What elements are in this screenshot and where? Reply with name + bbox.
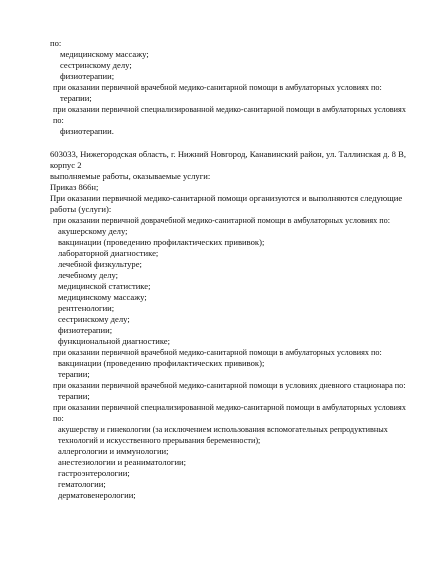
list-item: физиотерапии; [58,325,113,335]
intro-paragraph: При оказании первичной медико-санитарной помощи организуются и выполняются следующие работы (услуги): [50,193,403,214]
section-heading: при оказании первичной доврачебной медико-санитарной помощи в амбулаторных условиях по: [53,216,390,225]
list-item: лабораторной диагностике; [58,248,159,258]
list-item: вакцинации (проведению профилактических прививок); [58,237,265,247]
list-item: вакцинации (проведению профилактических прививок); [58,358,265,368]
list-item: терапии; [58,391,90,401]
text-line: терапии; [60,93,92,103]
text-line: выполняемые работы, оказываемые услуги: [50,171,211,181]
list-item: медицинскому массажу; [58,292,147,302]
list-item: лечебной физкультуре; [58,259,142,269]
list-item: гастроэнтерологии; [58,468,130,478]
list-item: акушерскому делу; [58,226,128,236]
list-item: функциональной диагностике; [58,336,171,346]
address-paragraph: 603033, Нижегородская область, г. Нижний Новгород, Канавинский район, ул. Таллинская д. 8 В, корпус 2 [50,149,407,170]
section-heading: при оказании первичной врачебной медико-санитарной помощи в условиях дневного стационара по: [53,381,406,390]
list-item: акушерству и гинекологии (за исключением использования вспомогательных репродуктивных технологий и искусственного прерывания беременности); [58,425,388,445]
list-item: рентгенологии; [58,303,115,313]
order-line: Приказ 866н; [50,182,99,192]
list-item: сестринскому делу; [58,314,130,324]
text-paragraph: при оказании первичной специализированной медико-санитарной помощи в амбулаторных условиях по: [53,105,406,125]
text-line: физиотерапии. [60,126,114,136]
list-item: аллергологии и иммунологии; [58,446,169,456]
text-line: по: [50,38,62,48]
text-line: при оказании первичной врачебной медико-санитарной помощи в амбулаторных условиях по: [53,83,382,92]
section-heading: при оказании первичной врачебной медико-санитарной помощи в амбулаторных условиях по: [53,348,382,357]
section-heading: при оказании первичной специализированной медико-санитарной помощи в амбулаторных условиях по: [53,403,406,423]
list-item: терапии; [58,369,90,379]
list-item: анестезиологии и реаниматологии; [58,457,187,467]
list-item: лечебному делу; [58,270,119,280]
list-item: дерматовенерологии; [58,490,136,500]
list-item: медицинской статистике; [58,281,151,291]
text-line: физиотерапии; [60,71,115,81]
text-line: сестринскому делу; [60,60,132,70]
list-prevrach [50,226,410,347]
list-item: гематологии; [58,479,106,489]
text-line: медицинскому массажу; [60,49,149,59]
